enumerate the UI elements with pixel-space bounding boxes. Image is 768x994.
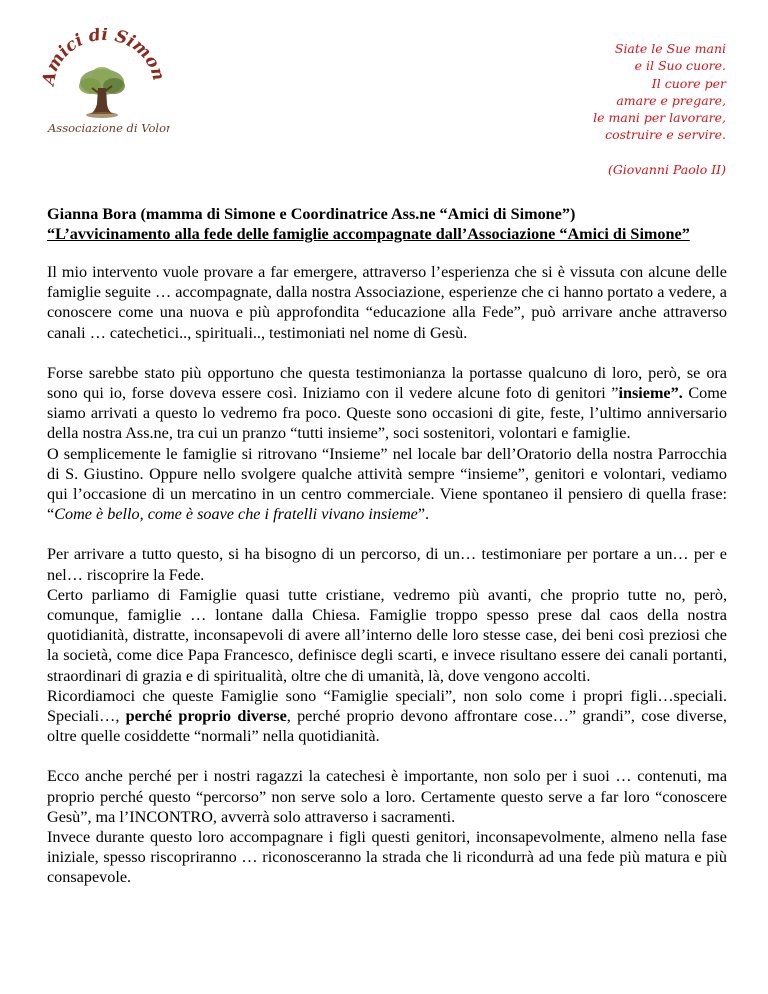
- paragraph-text: Forse sarebbe stato più opportuno che questa testimonianza la portasse qualcuno di loro, però, se ora sono qui io, forse doveva essere così. Iniziamo con il vedere alcune foto di genitori ”: [47, 363, 727, 403]
- logo-name-path: Amici di Simon: [40, 28, 169, 87]
- quote-line: Siate le Sue mani: [614, 41, 726, 56]
- paragraph: [47, 363, 727, 444]
- paragraph: Certo parliamo di Famiglie quasi tutte cristiane, vedremo più avanti, che proprio tutte no, però, comunque, famiglie … lontane dalla Chiesa. Famiglie troppo spesso prese dal caos della nostra quotidianità, distratte, inconsapevoli di avere all’interno delle loro stesse case, dei beni così preziosi che la società, come dice Papa Francesco, definisce degli scarti, e invece risultano essere dei canali portanti, straordinari di grazia e di spiritualità, oltre che di umanità, là, dove vengono accolti.: [47, 585, 727, 685]
- association-logo: [40, 28, 170, 146]
- paragraph-text: ”.: [417, 505, 430, 524]
- paragraph: Ecco anche perché per i nostri ragazzi la catechesi è importante, non solo per i suoi … contenuti, ma proprio perché questo “percorso” non serve solo a loro. Certamente questo serve a far loro “conoscere Gesù”, ma l’INCONTRO, avverrà solo attraverso i sacramenti.: [47, 767, 727, 826]
- quote-line: costruire e servire.: [605, 127, 726, 143]
- quote-line: le mani per lavorare,: [593, 110, 726, 126]
- quote-line: amare e pregare,: [616, 92, 726, 108]
- quoted-phrase: Come è bello, come è soave che i fratelli vivano insieme: [54, 505, 418, 524]
- document-heading: [47, 204, 727, 244]
- paragraph-text: Come siamo arrivati a questo lo vedremo fra poco. Queste sono occasioni di gite, feste, l’ultimo anniversario della nostra Ass.ne, tra cui un pranzo “tutti insieme”, soci sostenitori, volontari e famiglie.: [47, 384, 727, 443]
- quote-author: (Giovanni Paolo II): [607, 161, 726, 177]
- paragraph: Il mio intervento vuole provare a far emergere, attraverso l’esperienza che si è vissuta con alcune delle famiglie seguite … accompagnate, dalla nostra Associazione, esperienze che ci hanno portato a vedere, a conoscere come una nuova e più approfondita “educazione alla Fede”, può arrivare anche attraverso canali … catechetici.., spirituali.., testimoniati nel nome di Gesù.: [47, 263, 727, 342]
- logo-subtitle: Associazione di Volo: [48, 121, 167, 135]
- paragraph-text: , perché proprio devono affrontare cose…” grandi”, cose diverse, oltre quelle cosiddette “normali” nella quotidianità.: [47, 707, 727, 746]
- quote-block: [486, 40, 726, 178]
- logo-graphic: [40, 28, 170, 146]
- paragraph-text: O semplicemente le famiglie si ritrovano “Insieme” nel locale bar dell’Oratorio della nostra Parrocchia di S. Giustino. Oppure nello svolgere qualche attività sempre “insieme”, genitori e volontari, vediamo qui l’occasione di un mercatino in un centro commerciale. Viene spontaneo il pensiero di quella frase: “: [47, 444, 727, 524]
- paragraph: [47, 444, 727, 525]
- document-title: “L’avvicinamento alla fede delle famiglie accompagnate dall’Associazione “Amici di Simone”: [47, 225, 690, 243]
- emphasis-text: perché proprio diverse: [125, 707, 287, 726]
- tree-icon: [79, 67, 125, 118]
- paragraph: Per arrivare a tutto questo, si ha bisogno di un percorso, di un… testimoniare per portare a un… per e nel… riscoprire la Fede.: [47, 545, 727, 584]
- author-line: Gianna Bora (mamma di Simone e Coordinatrice Ass.ne “Amici di Simone”): [47, 205, 576, 223]
- paragraph-text: Ricordiamoci che queste Famiglie sono “Famiglie speciali”, non solo come i propri figli…speciali. Speciali…,: [47, 686, 727, 726]
- paragraph: Invece durante questo loro accompagnare i figli questi genitori, inconsapevolmente, almeno nella fase iniziale, spesso riscopriranno … riconosceranno la strada che li ricondurrà ad una fede più matura e più consapevole.: [47, 828, 727, 887]
- emphasis-text: insieme”.: [618, 384, 683, 403]
- quote-line: Il cuore per: [651, 75, 726, 91]
- document-body: [47, 262, 727, 888]
- paragraph: [47, 686, 727, 747]
- quote-line: e il Suo cuore.: [634, 58, 726, 74]
